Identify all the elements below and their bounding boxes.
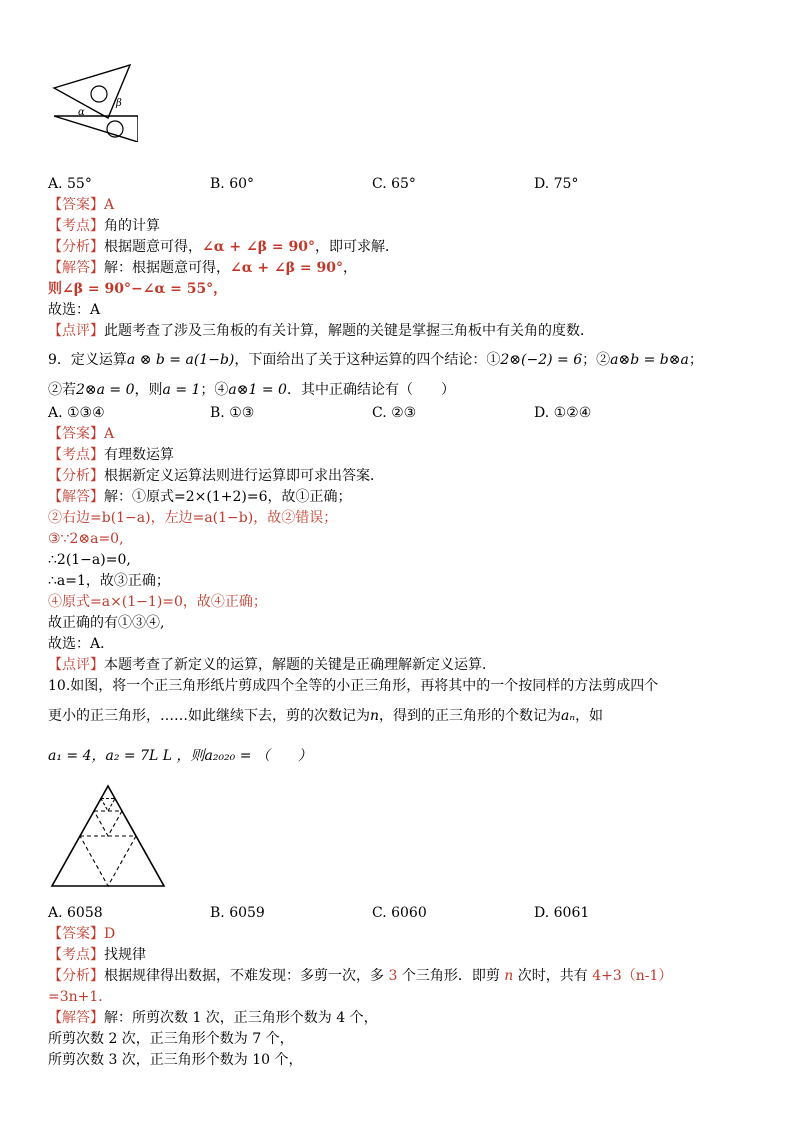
q9-comment	[48, 655, 496, 675]
topic-tag: 【考点】	[48, 447, 104, 463]
q10-option-c[interactable]: C. 6060	[372, 905, 427, 921]
q10-solution-line: 所剪次数 3 次，正三角形个数为 10 个，	[48, 1052, 303, 1068]
solution-text: 解：所剪次数 1 次，正三角形个数为 4 个，	[104, 1010, 378, 1026]
topic-tag: 【考点】	[48, 947, 104, 963]
q8-topic	[48, 216, 160, 236]
q9-conclusion-2: a⊗b = b⊗a	[610, 352, 689, 368]
q9-stem2-text-4: ．其中正确结论有（ ）	[286, 382, 455, 398]
answer-tag: 【答案】	[48, 926, 104, 942]
q9-stem-line2	[48, 380, 455, 400]
topic-tag: 【考点】	[48, 218, 104, 234]
q9-conclusion-3b: a = 1	[162, 382, 201, 398]
q9-stem2-text-3: ；④	[200, 382, 229, 398]
q9-stem2-text: ②若	[48, 382, 76, 398]
q9-stem-text-4: ；	[688, 352, 703, 368]
q8-option-b[interactable]: B. 60°	[210, 176, 255, 192]
q8-comment	[48, 321, 594, 341]
tiny-triangle	[101, 799, 115, 812]
q10-stem-text-3: ，如	[575, 708, 604, 724]
q10-variable-an: aₙ	[561, 708, 576, 724]
q8-analysis	[48, 237, 399, 257]
q8-solution	[48, 258, 357, 278]
solution-tag: 【解答】	[48, 260, 104, 276]
analysis-tag: 【分析】	[48, 968, 104, 984]
solution-text-end: ，	[342, 260, 357, 276]
q9-option-d[interactable]: D. ①②④	[534, 405, 592, 421]
q9-option-c[interactable]: C. ②③	[372, 405, 417, 421]
q9-answer	[48, 424, 114, 444]
q10-solution-line: 所剪次数 2 次，正三角形个数为 7 个，	[48, 1031, 294, 1047]
q10-stem-text-2: ，得到的正三角形的个数记为	[379, 708, 562, 724]
analysis-text: 根据新定义运算法则进行运算即可求出答案．	[104, 468, 384, 484]
q10-analysis-line2: =3n+1．	[48, 989, 113, 1005]
solution-tag: 【解答】	[48, 1010, 104, 1026]
q10-options	[48, 903, 748, 923]
q9-conclusion-4: a⊗1 = 0	[228, 382, 287, 398]
topic-value: 找规律	[104, 947, 146, 963]
analysis-variable-n: n	[504, 968, 514, 984]
analysis-text-end: ，即可求解．	[314, 239, 399, 255]
comment-tag: 【点评】	[48, 657, 104, 673]
solution-tag: 【解答】	[48, 489, 104, 505]
q9-definition: a ⊗ b = a(1−b)	[126, 352, 235, 368]
q10-stem-line2	[48, 706, 603, 726]
beta-label: β	[116, 98, 122, 109]
analysis-tag: 【分析】	[48, 239, 104, 255]
q8-options	[48, 174, 748, 194]
q9-stem-text-3: ；②	[582, 352, 611, 368]
q8-solution-line2: 则∠β = 90°−∠α = 55°，	[48, 281, 228, 297]
q8-option-a[interactable]: A. 55°	[48, 176, 92, 192]
q9-stem-line1	[48, 350, 703, 370]
solution-formula: ∠α + ∠β = 90°	[230, 260, 343, 276]
comment-tag: 【点评】	[48, 323, 104, 339]
q8-option-d[interactable]: D. 75°	[534, 176, 579, 192]
upper-circle	[91, 86, 107, 102]
mid-triangle	[80, 836, 136, 886]
triangle-figure	[48, 782, 170, 890]
q9-topic	[48, 445, 174, 465]
q9-options	[48, 403, 748, 423]
analysis-number: 3	[388, 968, 398, 984]
answer-tag: 【答案】	[48, 426, 104, 442]
analysis-formula: ∠α + ∠β = 90°	[202, 239, 315, 255]
q10-stem-text: 更小的正三角形，……如此继续下去，剪的次数记为	[48, 708, 370, 724]
q9-option-b[interactable]: B. ①③	[210, 405, 255, 421]
q10-analysis	[48, 966, 672, 986]
topic-value: 角的计算	[104, 218, 160, 234]
answer-value: D	[104, 926, 116, 942]
q9-solution	[48, 487, 351, 507]
q9-solution-line: ④原式=a×(1−1)=0，故④正确；	[48, 594, 267, 610]
set-square-figure	[48, 60, 138, 142]
q9-solution-line: ③∵2⊗a=0,	[48, 531, 124, 547]
q10-option-b[interactable]: B. 6059	[210, 905, 265, 921]
q10-stem-line3: a₁ = 4，a₂ = 7L L ，则a₂₀₂₀ = （ ）	[48, 748, 312, 764]
q10-stem-line1: 10.如图，将一个正三角形纸片剪成四个全等的小正三角形，再将其中的一个按同样的方法剪成四个	[48, 678, 659, 694]
q10-solution	[48, 1008, 378, 1028]
small-triangle	[94, 811, 122, 836]
q10-topic	[48, 945, 146, 965]
answer-tag: 【答案】	[48, 197, 104, 213]
answer-value: A	[104, 197, 115, 213]
analysis-text-2: 个三角形．即剪	[397, 968, 505, 984]
q9-option-a[interactable]: A. ①③④	[48, 405, 105, 421]
comment-text: 此题考查了涉及三角板的有关计算，解题的关键是掌握三角板中有关角的度数．	[104, 323, 594, 339]
q10-variable-n: n	[370, 708, 380, 724]
q10-option-d[interactable]: D. 6061	[534, 905, 590, 921]
alpha-label: α	[78, 107, 85, 118]
q9-solution-line: ②右边=b(1−a)，左边=a(1−b)，故②错误；	[48, 510, 338, 526]
analysis-text-3: 次时，共有	[513, 968, 593, 984]
q8-answer	[48, 195, 114, 215]
analysis-text: 根据题意可得，	[104, 239, 202, 255]
answer-value: A	[104, 426, 115, 442]
q9-solution-line: ∴a=1，故③正确；	[48, 573, 170, 589]
q9-stem-text: 9．定义运算	[48, 352, 127, 368]
q8-solution-line3: 故选：A	[48, 302, 101, 318]
analysis-expression: 4+3（n-1）	[592, 968, 673, 984]
q8-option-c[interactable]: C. 65°	[372, 176, 416, 192]
q9-solution-line: ∴2(1−a)=0,	[48, 552, 131, 568]
analysis-tag: 【分析】	[48, 468, 104, 484]
comment-text: 本题考查了新定义的运算，解题的关键是正确理解新定义运算．	[104, 657, 496, 673]
analysis-text: 根据规律得出数据，不难发现：多剪一次，多	[104, 968, 389, 984]
q9-analysis	[48, 466, 384, 486]
q9-conclusion-1: 2⊗(−2) = 6	[500, 352, 583, 368]
q10-answer	[48, 924, 115, 944]
q9-conclusion-3a: 2⊗a = 0	[76, 382, 135, 398]
q9-stem2-text-2: ，则	[134, 382, 163, 398]
topic-value: 有理数运算	[104, 447, 174, 463]
q10-option-a[interactable]: A. 6058	[48, 905, 103, 921]
solution-text: 解：①原式=2×(1+2)=6，故①正确；	[104, 489, 352, 505]
q9-solution-conclusion: 故正确的有①③④,	[48, 615, 165, 631]
q9-stem-text-2: ，下面给出了关于这种运算的四个结论：①	[234, 352, 501, 368]
q9-solution-choice: 故选：A．	[48, 636, 115, 652]
solution-text: 解：根据题意可得，	[104, 260, 230, 276]
lower-set-square	[54, 116, 138, 142]
